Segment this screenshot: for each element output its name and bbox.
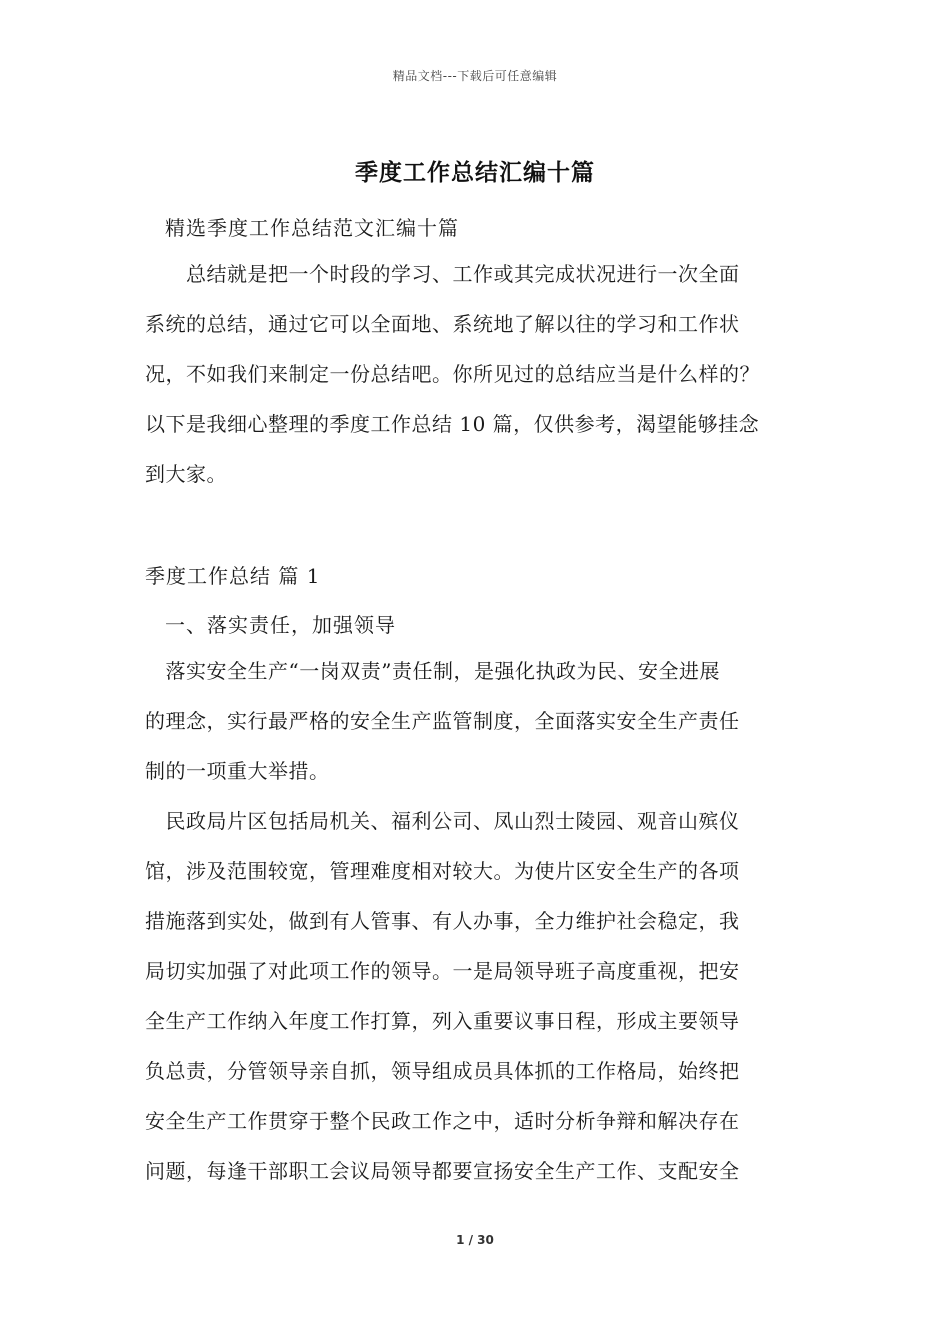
- section-title: 季度工作总结 篇 1: [145, 564, 321, 588]
- intro-line: 总结就是把一个时段的学习、工作或其完成状况进行一次全面: [145, 262, 740, 286]
- paragraph-line: 措施落到实处，做到有人管事、有人办事，全力维护社会稳定，我: [145, 909, 740, 933]
- intro-line: 以下是我细心整理的季度工作总结 10 篇，仅供参考，渴望能够挂念: [145, 412, 760, 436]
- paragraph-line: 民政局片区包括局机关、福利公司、凤山烈士陵园、观音山殡仪: [145, 809, 740, 833]
- document-title: 季度工作总结汇编十篇: [355, 160, 595, 186]
- paragraph-line: 安全生产工作贯穿于整个民政工作之中，适时分析争辩和解决存在: [145, 1109, 740, 1133]
- body-paragraph-2: [145, 796, 817, 1196]
- paragraph-line: 全生产工作纳入年度工作打算，列入重要议事日程，形成主要领导: [145, 1009, 740, 1033]
- paragraph-line: 制的一项重大举措。: [145, 759, 330, 783]
- intro-line: 系统的总结，通过它可以全面地、系统地了解以往的学习和工作状: [145, 312, 740, 336]
- paragraph-line: 问题，每逢干部职工会议局领导都要宣扬安全生产工作、支配安全: [145, 1159, 740, 1183]
- paragraph-line: 馆，涉及范围较宽，管理难度相对较大。为使片区安全生产的各项: [145, 859, 740, 883]
- intro-line: 况，不如我们来制定一份总结吧。你所见过的总结应当是什么样的？: [145, 362, 760, 386]
- paragraph-line: 落实安全生产“一岗双责”责任制，是强化执政为民、安全进展: [145, 659, 720, 683]
- page-number: 1 / 30: [456, 1233, 494, 1247]
- intro-line: 到大家。: [145, 462, 227, 486]
- page-header: 精品文档---下载后可任意编辑: [392, 69, 558, 83]
- body-paragraph-1: [145, 646, 817, 796]
- sub-heading: 一、落实责任，加强领导: [165, 613, 396, 637]
- paragraph-line: 局切实加强了对此项工作的领导。一是局领导班子高度重视，把安: [145, 959, 740, 983]
- intro-paragraph: [145, 249, 817, 499]
- paragraph-line: 的理念，实行最严格的安全生产监管制度，全面落实安全生产责任: [145, 709, 740, 733]
- document-subtitle: 精选季度工作总结范文汇编十篇: [165, 216, 459, 240]
- paragraph-line: 负总责，分管领导亲自抓，领导组成员具体抓的工作格局，始终把: [145, 1059, 740, 1083]
